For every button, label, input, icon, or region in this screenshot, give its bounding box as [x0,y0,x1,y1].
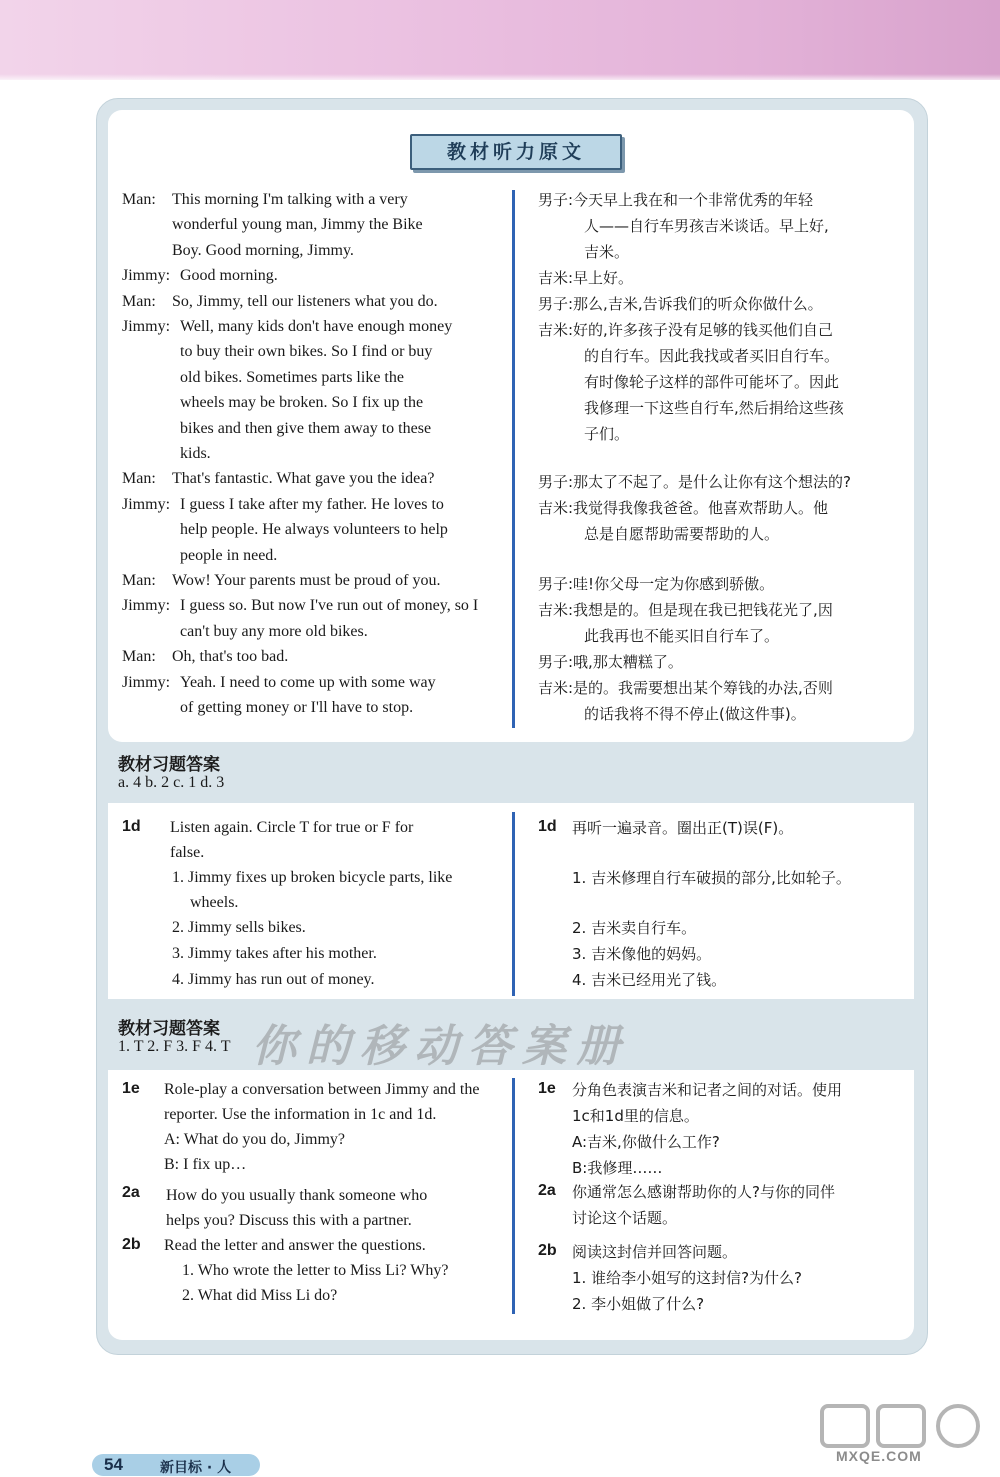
dialogue-line: 有时像轮子这样的部件可能坏了。因此 [584,373,840,391]
dialogue-line: bikes and then give them away to these [180,419,432,437]
task-text: 1. 谁给李小姐写的这封信?为什么? [572,1269,803,1287]
answers-header: 教材习题答案 [118,1019,220,1039]
dialogue-line: wheels may be broken. So I fix up the [180,394,424,412]
task-text: B:我修理…… [572,1159,663,1177]
dialogue-line: can't buy any more old bikes. [180,622,368,640]
task-text: A:吉米,你做什么工作? [572,1133,720,1151]
task-text: 你通常怎么感谢帮助你的人?与你的同伴 [572,1183,835,1201]
task-text: 分角色表演吉米和记者之间的对话。使用 [572,1081,843,1099]
task-text: 1. 吉米修理自行车破损的部分,比如轮子。 [572,869,851,887]
dialogue-line: 总是自愿帮助需要帮助的人。 [584,525,780,543]
dialogue-line: Yeah. I need to come up with some way [180,673,436,691]
task-code: 2a [538,1182,556,1199]
task-text: 3. Jimmy takes after his mother. [172,945,377,962]
task-text: 2. 吉米卖自行车。 [572,919,697,937]
task-text: 阅读这封信并回答问题。 [572,1243,738,1261]
dialogue-line: 男子:今天早上我在和一个非常优秀的年轻 [538,191,814,209]
task-text: 4. Jimmy has run out of money. [172,971,375,988]
dialogue-line: 男子:哇!你父母一定为你感到骄傲。 [538,575,775,593]
speaker-label: Man: [122,648,156,666]
page-number: 54 [104,1455,123,1474]
task-code: 1d [538,818,557,835]
task-text: 2. Jimmy sells bikes. [172,919,306,936]
task-text: A: What do you do, Jimmy? [164,1131,346,1148]
dialogue-line: So, Jimmy, tell our listeners what you do. [172,292,438,310]
task-text: 2. 李小姐做了什么? [572,1295,705,1313]
speaker-label: Jimmy: [122,318,171,335]
task-text: 2. What did Miss Li do? [182,1287,338,1304]
speaker-label: Jimmy: [122,597,171,615]
dialogue-line: wonderful young man, Jimmy the Bike [172,216,423,234]
dialogue-line: people in need. [180,546,278,564]
task-code: 1e [538,1080,556,1097]
dialogue-line: 吉米:早上好。 [538,269,634,287]
watermark-text: 你的移动答案册 [252,1021,630,1072]
dialogue-line: Wow! Your parents must be proud of you. [172,572,441,589]
dialogue-line: That's fantastic. What gave you the idea? [172,470,435,488]
dialogue-line: 吉米:我觉得我像我爸爸。他喜欢帮助人。他 [538,499,829,517]
dialogue-line: 吉米。 [584,243,630,261]
dialogue-line: of getting money or I'll have to stop. [180,699,414,716]
dialogue-line: 男子:那么,吉米,告诉我们的听众你做什么。 [538,295,823,313]
task-text: How do you usually thank someone who [166,1187,428,1204]
dialogue-line: 男子:那太了不起了。是什么让你有这个想法的? [538,473,852,491]
task-text: 1. Jimmy fixes up broken bicycle parts, like [172,869,453,886]
task-text: 3. 吉米像他的妈妈。 [572,945,712,963]
task-text: 4. 吉米已经用光了钱。 [572,971,727,989]
page-label: 新目标 · 人 [160,1460,232,1476]
task-code: 2b [122,1236,141,1253]
task-text: 1c和1d里的信息。 [572,1107,699,1125]
task-text: Read the letter and answer the questions. [164,1237,426,1254]
task-text: helps you? Discuss this with a partner. [166,1212,412,1229]
dialogue-line: 吉米:好的,许多孩子没有足够的钱买他们自己 [538,321,833,339]
dialogue-line: Boy. Good morning, Jimmy. [172,241,354,259]
speaker-label: Man: [122,292,156,310]
dialogue-line: old bikes. Sometimes parts like the [180,368,404,386]
task-code: 1d [122,818,141,835]
task-text: B: I fix up… [164,1156,247,1173]
dialogue-line: 的话我将不得不停止(做这件事)。 [584,705,806,723]
task-text: Role-play a conversation between Jimmy and the [164,1081,480,1098]
dialogue-line: help people. He always volunteers to help [180,521,448,539]
task-text: false. [170,844,205,861]
task-code: 2a [122,1184,140,1201]
top-decorative-band [0,0,1000,80]
dialogue-line: 子们。 [584,425,630,443]
dialogue-line: 人——自行车男孩吉米谈话。早上好, [584,217,829,235]
column-divider [512,190,515,728]
speaker-label: Jimmy: [122,673,171,691]
answers-text: 1. T 2. F 3. F 4. T [118,1038,231,1055]
speaker-label: Jimmy: [122,267,171,285]
task-code: 2b [538,1242,557,1259]
task-text: 讨论这个话题。 [572,1209,678,1227]
speaker-label: Man: [122,572,156,589]
site-url: MXQE.COM [836,1448,922,1464]
dialogue-line: 吉米:是的。我需要想出某个筹钱的办法,否则 [538,679,833,697]
task-text: 1. Who wrote the letter to Miss Li? Why? [182,1262,449,1279]
dialogue-line: 我修理一下这些自行车,然后捐给这些孩 [584,399,844,417]
column-divider [512,1078,515,1314]
section-title: 教材听力原文 [410,134,622,170]
task-code: 1e [122,1080,140,1097]
answers-header: 教材习题答案 [118,755,220,775]
task-text: 再听一遍录音。圈出正(T)误(F)。 [572,819,794,837]
dialogue-line: 此我再也不能买旧自行车了。 [584,627,780,645]
dialogue-line: 男子:哦,那太糟糕了。 [538,653,683,671]
dialogue-line: 的自行车。因此我找或者买旧自行车。 [584,347,840,365]
dialogue-line: Oh, that's too bad. [172,648,289,666]
task-text: reporter. Use the information in 1c and 1d. [164,1106,437,1123]
dialogue-line: I guess so. But now I've run out of money, so I [180,597,479,615]
dialogue-line: to buy their own bikes. So I find or buy [180,343,433,361]
speaker-label: Jimmy: [122,495,171,513]
dialogue-line: This morning I'm talking with a very [172,191,408,208]
column-divider [512,812,515,996]
dialogue-line: I guess I take after my father. He loves to [180,495,444,513]
dialogue-line: 吉米:我想是的。但是现在我已把钱花光了,因 [538,601,833,619]
task-text: wheels. [190,894,239,911]
answers-text: a. 4 b. 2 c. 1 d. 3 [118,774,225,791]
task-text: Listen again. Circle T for true or F for [170,819,414,836]
dialogue-line: Well, many kids don't have enough money [180,318,453,335]
dialogue-line: Good morning. [180,267,278,285]
dialogue-line: kids. [180,445,211,462]
speaker-label: Man: [122,470,156,488]
speaker-label: Man: [122,191,156,208]
